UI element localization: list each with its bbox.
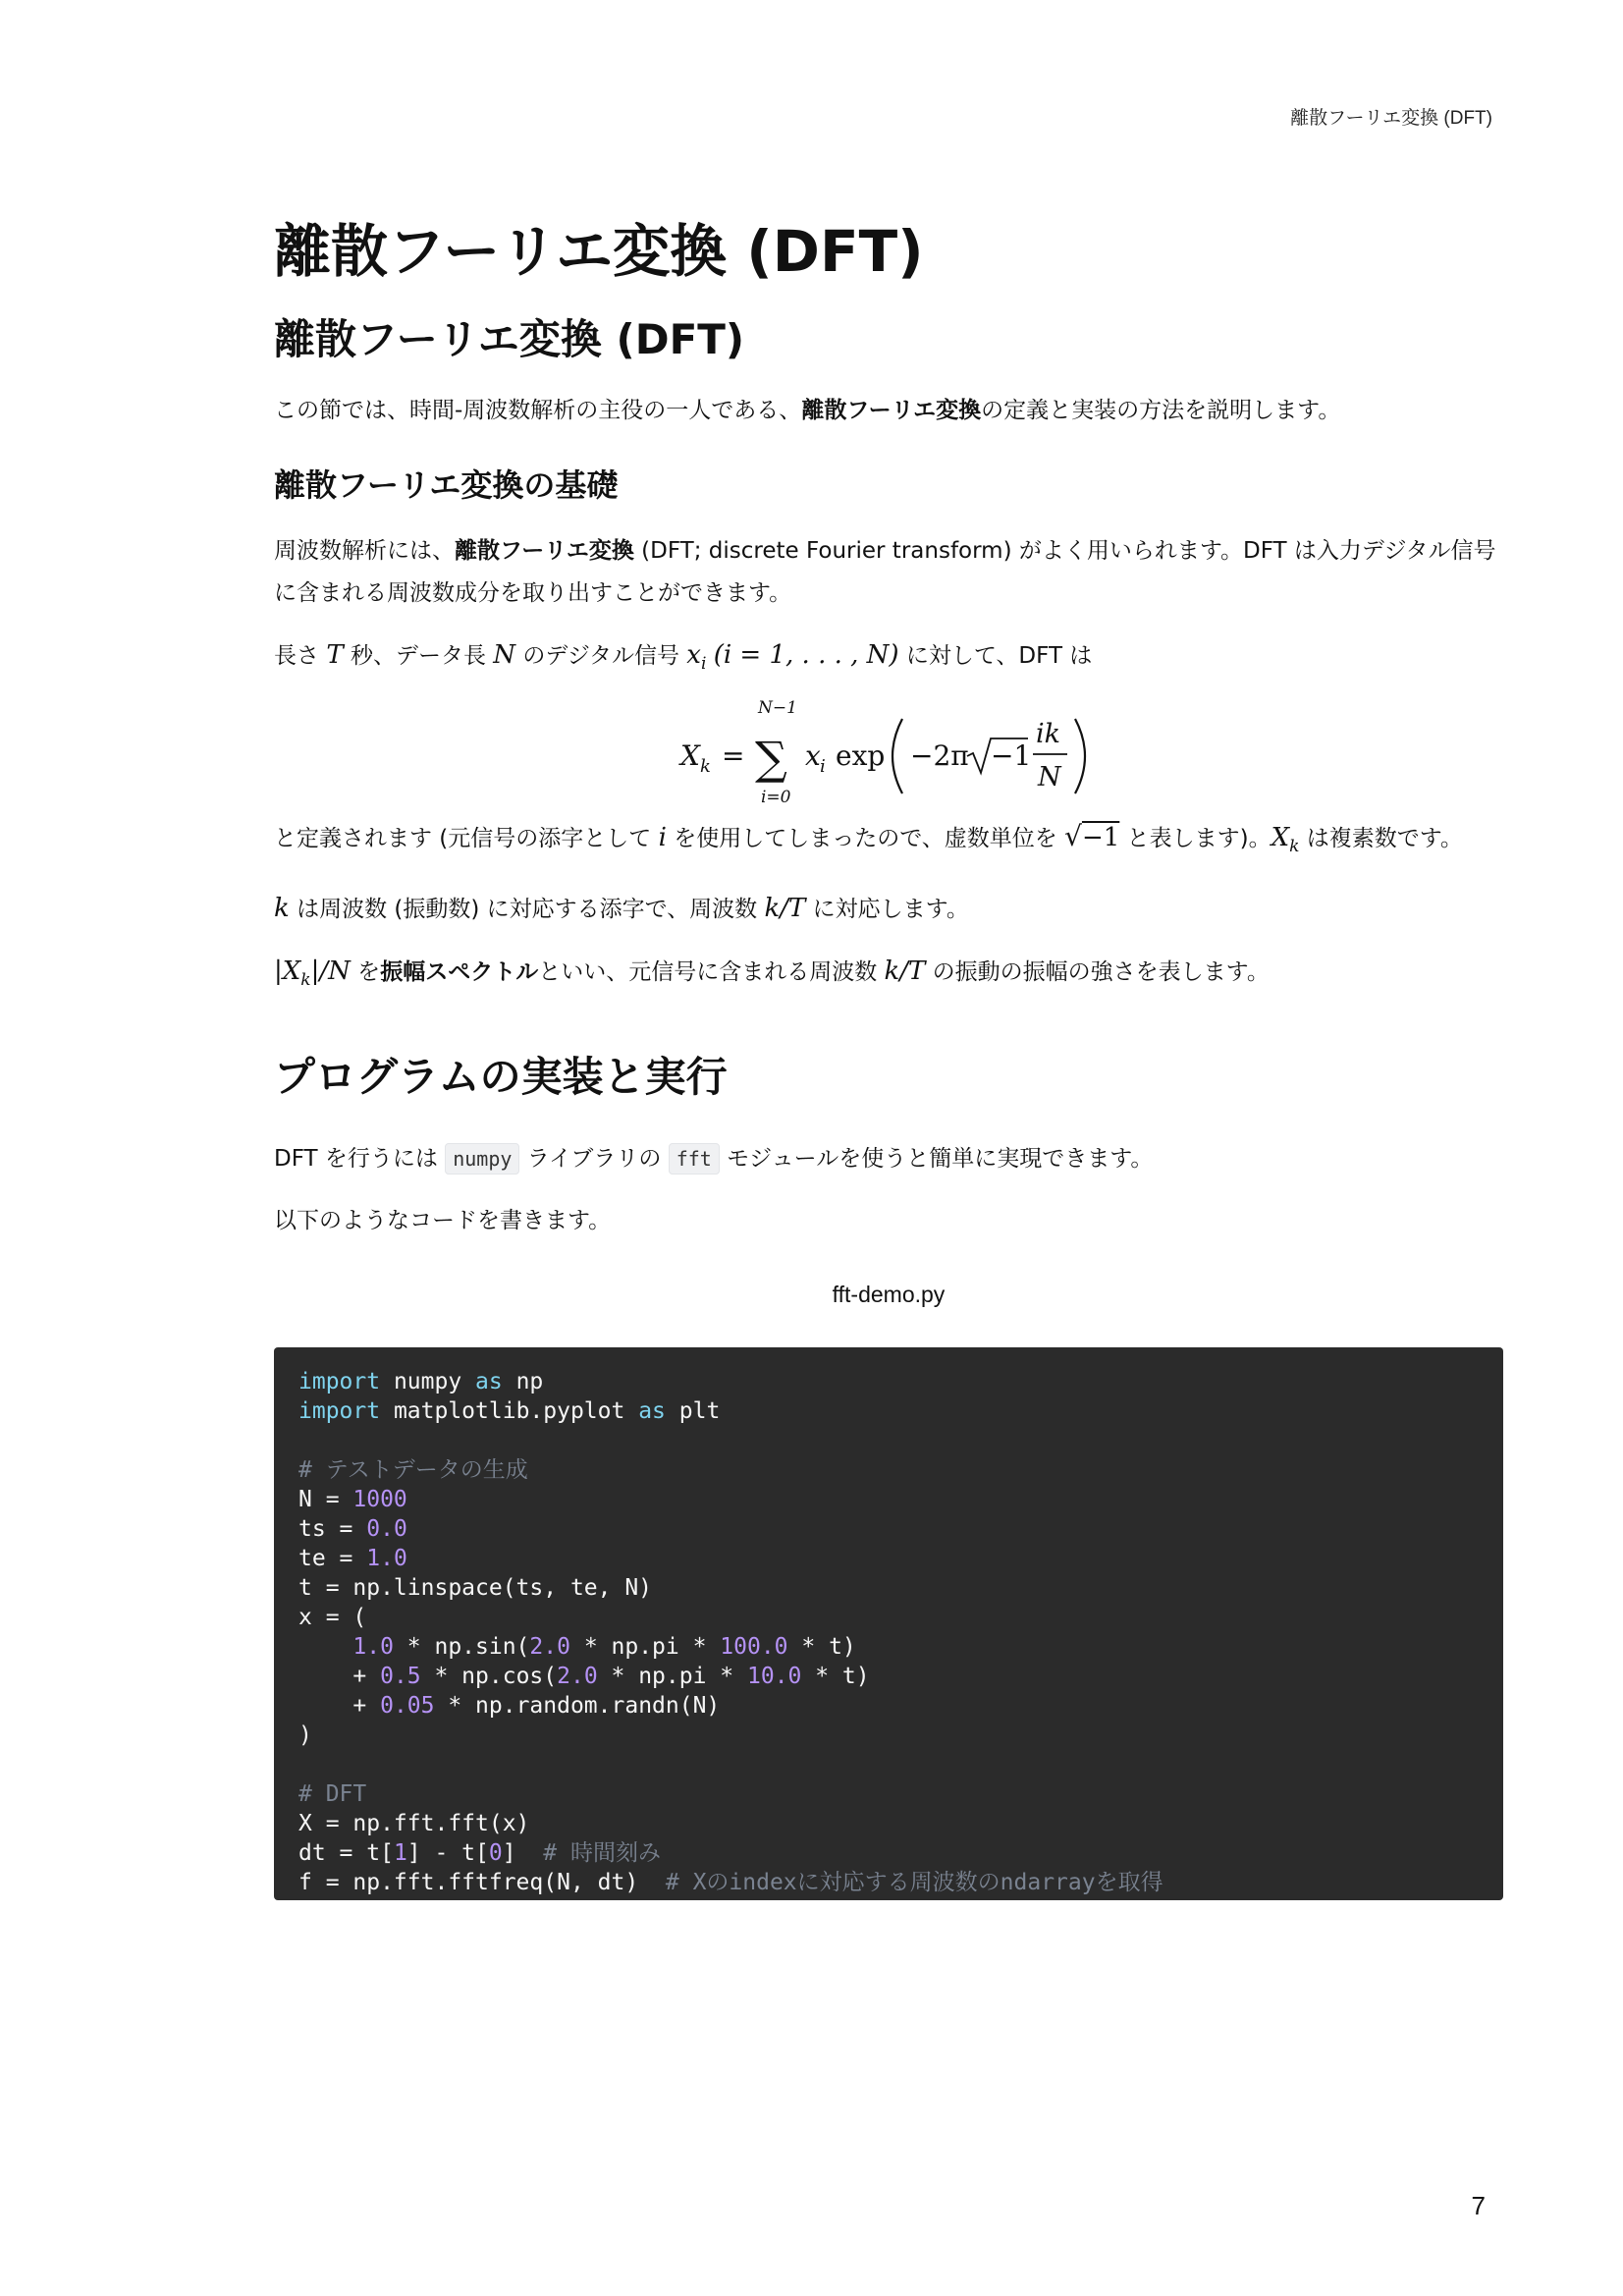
- code-line: [298, 1455, 1479, 1485]
- code-token: x = (: [298, 1604, 367, 1630]
- code-line: [298, 1779, 1479, 1809]
- code-token: * np.cos(: [420, 1663, 558, 1689]
- eq-term-sub: i: [820, 755, 826, 777]
- running-header: 離散フーリエ変換 (DFT): [1290, 108, 1492, 129]
- section-heading-dft: 離散フーリエ変換 (DFT): [274, 314, 745, 363]
- eq-minus-2pi: −2π: [910, 738, 969, 772]
- inline-code-fft: fft: [669, 1143, 720, 1175]
- code-token: 1000: [352, 1486, 407, 1512]
- code-token: * np.sin(: [393, 1633, 530, 1660]
- eq-right-paren: [1075, 719, 1085, 793]
- code-token: # DFT: [298, 1780, 367, 1807]
- section-heading-implementation: プログラムの実装と実行: [274, 1053, 728, 1102]
- code-line: [298, 1544, 1479, 1573]
- code-token: import: [298, 1368, 381, 1394]
- paragraph-dft-usage: 周波数解析には、離散フーリエ変換 (DFT; discrete Fourier transform) がよく用いられます。DFT は入力デジタル信号に含まれる周波数成分を取り出すことができます。: [274, 537, 1496, 606]
- eq-sum-top: N−1: [758, 698, 797, 718]
- paragraph-code-intro: 以下のようなコードを書きます。: [274, 1207, 612, 1233]
- inline-code-numpy: numpy: [445, 1143, 519, 1175]
- eq-equals: =: [722, 738, 745, 772]
- paragraph-signal-definition: 長さ T 秒、データ長 N のデジタル信号 $x_i$ (i = 1, . . . , N) に対して、DFT は: [274, 639, 1093, 674]
- code-token: ]: [502, 1839, 544, 1866]
- code-token: * t): [801, 1663, 870, 1689]
- code-token: f = np.fft.fftfreq(N, dt): [298, 1869, 666, 1895]
- code-token: 1: [393, 1839, 407, 1866]
- code-line: [298, 1603, 1479, 1632]
- paragraph-amplitude-spectrum: $|X_k|/N$ を振幅スペクトルといい、元信号に含まれる周波数 k/T の振動の振幅の強さを表します。: [274, 957, 1270, 991]
- code-token: [298, 1634, 352, 1660]
- code-token: * np.random.randn(N): [434, 1692, 721, 1719]
- code-token: N =: [298, 1486, 353, 1512]
- code-token: ] - t[: [406, 1839, 489, 1866]
- code-token: 0.05: [380, 1692, 435, 1719]
- code-line: [298, 1632, 1479, 1662]
- code-token: * np.pi *: [569, 1633, 721, 1660]
- code-token: te =: [298, 1545, 367, 1571]
- code-token: np: [502, 1368, 544, 1394]
- eq-sigma: ∑: [755, 731, 787, 785]
- code-token: 2.0: [529, 1633, 570, 1660]
- dft-formula: [274, 699, 1503, 807]
- code-token: as: [475, 1368, 503, 1394]
- code-token: 0.0: [366, 1515, 407, 1542]
- code-token: # 時間刻み: [543, 1839, 661, 1866]
- code-token: ts =: [298, 1515, 367, 1542]
- code-token: +: [298, 1663, 381, 1689]
- page-title: 離散フーリエ変換 (DFT): [274, 218, 924, 285]
- code-line: [298, 1396, 1479, 1426]
- paragraph-k-index: k は周波数 (振動数) に対応する添字で、周波数 k/T に対応します。: [274, 894, 969, 924]
- code-token: 2.0: [557, 1663, 598, 1689]
- code-token: * t): [787, 1633, 856, 1660]
- eq-exp: exp: [836, 738, 886, 772]
- code-token: +: [298, 1692, 381, 1719]
- code-line: [298, 1750, 1479, 1779]
- eq-left-paren: [893, 719, 902, 793]
- code-token: dt = t[: [298, 1839, 394, 1866]
- code-block[interactable]: [274, 1347, 1503, 1900]
- eq-term: x: [805, 738, 821, 772]
- code-line: [298, 1367, 1479, 1396]
- code-token: import: [298, 1397, 381, 1424]
- code-caption: fft-demo.py: [832, 1281, 946, 1307]
- code-token: t = np.linspace(ts, te, N): [298, 1574, 653, 1601]
- intro-paragraph: この節では、時間-周波数解析の主役の一人である、離散フーリエ変換の定義と実装の方法を説明します。: [274, 398, 1341, 424]
- eq-lhs: X: [680, 738, 700, 772]
- eq-sum-bottom: i=0: [761, 787, 791, 807]
- code-token: X = np.fft.fft(x): [298, 1810, 530, 1836]
- eq-sqrt-body: −1: [991, 738, 1032, 772]
- code-token: 0: [488, 1839, 503, 1866]
- code-token: plt: [665, 1397, 721, 1424]
- code-line: [298, 1662, 1479, 1691]
- code-token: as: [638, 1397, 666, 1424]
- code-token: 1.0: [366, 1545, 407, 1571]
- eq-lhs-sub: k: [700, 755, 711, 777]
- code-line: [298, 1721, 1479, 1750]
- code-line: [298, 1809, 1479, 1838]
- code-token: 10.0: [747, 1663, 802, 1689]
- code-line: [298, 1514, 1479, 1544]
- subsection-heading-basics: 離散フーリエ変換の基礎: [274, 466, 619, 505]
- code-token: matplotlib.pyplot: [380, 1397, 639, 1424]
- paragraph-numpy-fft: DFT を行うには numpy ライブラリの fft モジュールを使うと簡単に実現できます。: [274, 1138, 1503, 1180]
- code-token: # テストデータの生成: [298, 1456, 528, 1483]
- code-line: [298, 1426, 1479, 1455]
- dft-equation: [274, 699, 1503, 807]
- code-line: [298, 1838, 1479, 1868]
- page-number: 7: [1471, 2191, 1486, 2220]
- page-content: [274, 216, 1503, 1900]
- code-line: [298, 1868, 1479, 1897]
- code-token: 1.0: [352, 1633, 394, 1660]
- code-token: * np.pi *: [597, 1663, 747, 1689]
- eq-frac-den: N: [1038, 761, 1061, 793]
- code-token: 0.5: [380, 1663, 421, 1689]
- code-line: [298, 1485, 1479, 1514]
- code-line: [298, 1573, 1479, 1603]
- code-token: 100.0: [720, 1633, 788, 1660]
- code-line: [298, 1691, 1479, 1721]
- code-token: numpy: [380, 1368, 476, 1394]
- eq-frac-num: ik: [1036, 718, 1060, 749]
- paragraph-imaginary-unit: と定義されます (元信号の添字として i を使用してしまったので、虚数単位を √−1 と表します)。$X_k$ は複素数です。: [274, 819, 1463, 857]
- code-token: ): [298, 1722, 312, 1748]
- code-token: # Xのindexに対応する周波数のndarrayを取得: [665, 1869, 1163, 1895]
